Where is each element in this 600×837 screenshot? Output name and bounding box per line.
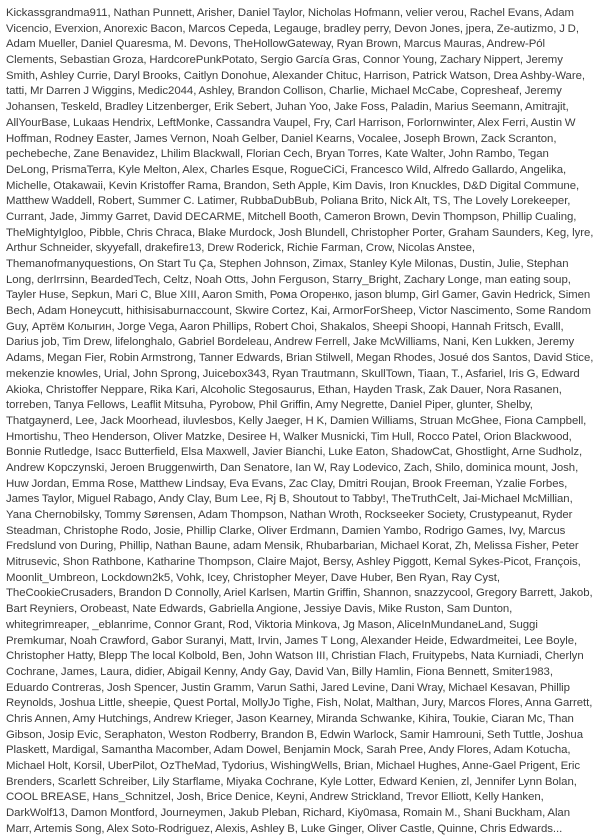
supporter-names-paragraph: Kickassgrandma911, Nathan Punnett, Arisher, Daniel Taylor, Nicholas Hofmann, velier verou, Rachel Evans, Adam Vicencio, Everxion, Anorexic Bacon, Marcos Cepeda, Legauge, bradley perry, Devon Jones, jpera, Ze-autizmo, J D, Adam Mueller, Daniel Quaresma, M. Devons, TheHollowGateway, Ryan Brown, Marcus Mauras, Andrew-Pól Clements, Sebastian Groza, HardcorePunkPotato, Sergio García Gras, Connor Young, Zachary Nippert, Jeremy Smith, Ashley Currie, Daryl Brooks, Caitlyn Donohue, Alexander Chituc, Harrison, Patrick Watson, Drea Ashby-Ware, tatti, Mr Darren J Wiggins, Medic2044, Ashley, Brandon Collison, Charlie, Michael McCabe, Copresheaf, Jeremy Johansen, Teskeld, Bradley Litzenberger, Erik Sebert, Juhan Yoo, Jake Foss, Paladin, Marius Seemann, Amitrajit, AllYourBase, Lukaas Hendrix, LeftMonke, Cassandra Vaupel, Fry, Carl Harrison, Forlornwinter, Alex Ferri, Austin W Hoffman, Rodney Easter, James Vernon, Noah Gelber, Daniel Kearns, Vocalee, Joseph Brown, Zack Scranton, pechebeche, Zane Benavidez, Lhilim Blackwall, Florian Cech, Bryan Torres, Kate Walter, John Rambo, Tegan DeLong, PrismaTerra, Kyle Melton, Alex, Charles Esque, RogueCiCi, Francesco Wild, Alfredo Gallardo, Angelika, Michelle, Otakawaii, Kevin Kristoffer Rama, Brandon, Seth Apple, Kim Davis, Iron Knuckles, D&D Digital Commune, Matthew Waddell, Robert, Summer C. Latimer, RubbaDubBub, Poliana Brito, Nick Alt, TS, The Lovely Lorekeeper, Currant, Jade, Jimmy Garret, David DECARME, Mitchell Booth, Cameron Brown, Devin Thompson, Phillip Cualing, TheMightyIgloo, Pibble, Chris Chraca, Blake Murdock, Josh Blundell, Christopher Porter, Graham Saunders, Keg, lyre, Arthur Schneider, skyyefall, drakefire13, Drew Roderick, Richie Farman, Crow, Nicolas Anstee, Themanofmanyquestions, On Start Tu Ça, Stephen Johnson, Zimax, Stanley Kyle Milonas, Dustin, Julie, Stephan Long, derIrrsinn, BeardedTech, Celtz, Noah Otts, John Ferguson, Starry_Bright, Zachary Longe, man eating soup, Tayler Huse, Sepkun, Mari C, Blue XIII, Aaron Smith, Рома Огоренко, jason blump, Girl Gamer, Gavin Hedrick, Simen Bech, Adam Honeycutt, hithisisaburnaccount, Skwire Cortez, Kai, ArmorForSheep, Victor Nascimento, Some Random Guy, Артём Колыгин, Jorge Vega, Aaron Phillips, Robert Choi, Shakalos, Sheepi Shoopi, Hannah Fritsch, Evalll, Darius job, Tim Drew, lifelonghalo, Gabriel Bordeleau, Andrew Ferrell, Jake McWilliams, Nani, Ken Lukken, Jeremy Adams, Megan Fier, Robin Armstrong, Tanner Edwards, Brian Stilwell, Megan Rhodes, Josué dos Santos, David Stice, mekenzie knowles, Urial, John Sprong, Juicebox343, Ryan Trautmann, SkullTown, Tiaan, T., Asfariel, Iris G, Edward Akioka, Christoffer Neppare, Rika Kari, Alcoholic Stegosaurus, Ethan, Hayden Trask, Zak Dauer, Nora Rasanen, torreben, Tanya Fellows, Leaflit Mitsuha, Pyrobow, Phil Griffin, Amy Negrette, Daniel Piper, glunter, Shelby, Thatgaynerd, Lee, Jack Moorhead, iluvlesbos, Kelly Jaeger, H K, Damien Williams, Struan McGhee, Fiona Campbell, Hmortishu, Theo Henderson, Oliver Matzke, Desiree H, Walker Musnicki, Tim Hull, Rocco Patel, Orion Blackwood, Bonnie Rutledge, Isacc Butterfield, Elsa Maxwell, Javier Bianchi, Luke Eaton, ShadowCat, Ghostlight, Arne Sudholz, Andrew Kopczynski, Jeroen Bruggenwirth, Dan Senatore, Ian W, Ray Lodevico, Zach, Shilo, dominica mount, Josh, Huw Jordan, Emma Rose, Matthew Lindsay, Eva Evans, Zac Clay, Dmitri Roujan, Brook Freeman, Yzalie Forbes, James Taylor, Miguel Rabago, Andy Clay, Bum Lee, Rj B, Shoutout to Tabby!, TheTruthCelt, Jai-Michael McMillian, Yana Chernobilsky, Tommy Sørensen, Adam Thompson, Nathan Wroth, Rockseeker Society, Crustypeanut, Ryder Steadman, Christophe Rodo, Josie, Phillip Clarke, Oliver Erdmann, Damien Yambo, Rodrigo Games, Ivy, Marcus Fredslund von During, Phillip, Nathan Baune, adam Mensik, Rhubarbarian, Michael Korat, Zh, Melissa Fisher, Peter Mitrusevic, Shon Rathbone, Katharine Thompson, Claire Majot, Bersy, Ashley Piggott, Kemal Sykes-Picot, François, Moonlit_Umbreon, Lockdown2k5, Vohk, Icey, Christopher Meyer, Dave Huber, Ben Ryan, Ray Cyst, TheCookieCrusaders, Brandon D Connolly, Ariel Karlsen, Martin Griffin, Shannon, snazzycool, Gregory Barrett, Jakob, Bart Reyniers, Orobeast, Nate Edwards, Gabriella Angione, Jessiye Davis, Mike Ruston, Sam Dunton, whitegrimreaper, _eblanrime, Connor Grant, Rod, Viktoria Minkova, Jg Mason, AliceInMundaneLand, Suggi Premkumar, Noah Crawford, Gabor Suranyi, Matt, Irvin, James T Long, Alexander Heide, Edwardmeitei, Lee Boyle, Christopher Hatty, Blepp The local Kolbold, Ben, John Watson III, Christian Flach, Fruitypebs, Nata Kurniadi, Cherlyn Cochrane, James, Laura, didier, Abigail Kenny, Andy Gay, David Van, Billy Hamlin, Fiona Bennett, Smiter1983, Eduardo Contreras, Josh Spencer, Justin Gramm, Varun Sathi, Jared Levine, Dani Wray, Michael Kesavan, Phillip Reynolds, Joshua Little, sheepie, Quest Portal, MollyJo Tighe, Fish, Nolat, Malthan, Jury, Marcos Flores, Anna Garrett, Chris Annen, Amy Hutchings, Andrew Krieger, Jason Kearney, Miranda Schwanke, Kihira, Toukie, Ciaran Mc, Than Gibson, Josip Evic, Seraphaton, Weston Rodberry, Brandon B, Edwin Warlock, Samir Hamrouni, Seth Tuttle, Joshua Plaskett, Mardigal, Samantha Macomber, Adam Dowel, Benjamin Mock, Sarah Pree, Andy Flores, Adam Kotucha, Michael Holt, Korsil, UberPilot, OzTheMad, Tydorius, WishingWells, Brian, Michael Hughes, Anne-Gael Prigent, Eric Brenders, Scarlett Schreiber, Lily Starflame, Miyaka Cochrane, Kyle Lotter, Edward Kenien, zl, Jennifer Lynn Bolan, COOL BREASE, Hans_Schnitzel, Josh, Brice Denice, Keyni, Andrew Strickland, Trevor Elliott, Kelly Hanken, DarkWolf13, Damon Montford, Journeymen, Jakub Pleban, Richard, Kiy0masa, Romain M., Shani Buckham, Alan Marr, Artemis Song, Alex Soto-Rodriguez, Alexis, Ashley B, Luke Ginger, Oliver Castle, Quinne, Chris Edwards... [6, 7, 594, 835]
